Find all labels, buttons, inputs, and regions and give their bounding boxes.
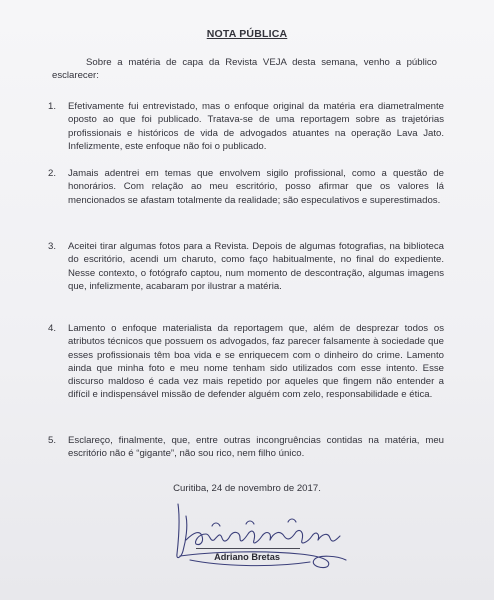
handwritten-signature-icon bbox=[150, 496, 360, 576]
list-item bbox=[48, 167, 444, 207]
item-number: 3. bbox=[48, 241, 57, 252]
item-text: Esclareço, finalmente, que, entre outras incongruências contidas na matéria, meu escritório não é “gigante”, não sou rico, nem filho único. bbox=[68, 435, 444, 460]
item-number: 2. bbox=[48, 168, 57, 179]
item-number: 1. bbox=[48, 101, 57, 112]
item-number: 5. bbox=[48, 435, 57, 446]
list-item bbox=[48, 100, 444, 153]
place-date: Curitiba, 24 de novembro de 2017. bbox=[173, 483, 321, 494]
item-number: 4. bbox=[48, 323, 57, 334]
list-item bbox=[48, 434, 444, 461]
item-text: Lamento o enfoque materialista da reportagem que, além de desprezar todos os atributos técnicos que possuem os advogados, faz parecer falsamente à sociedade que esses profissionais têm boa vida e se enriquecem com o dinheiro do crime. Lamento ainda que minha foto e meu nome tenham sido utilizados com esse intento. Esse discurso maldoso é cada vez mais repetido por aqueles que fingem não entender a difícil e indispensável missão de defender alguém com zelo, responsabilidade e ética. bbox=[68, 323, 444, 401]
item-text: Aceitei tirar algumas fotos para a Revista. Depois de algumas fotografias, na biblioteca do escritório, acendi um charuto, como faço habitualmente, no final do expediente. Nesse contexto, o fotógrafo captou, num momento de descontração, algumas imagens que, infelizmente, acabaram por ilustrar a matéria. bbox=[68, 241, 444, 292]
signer-name: Adriano Bretas bbox=[214, 552, 280, 562]
item-text: Jamais adentrei em temas que envolvem sigilo profissional, como a questão de honorários. Com relação ao meu escritório, posso afirmar que os valores lá mencionados se afastam totalmente da realidade; são especulativos e superestimados. bbox=[68, 168, 444, 206]
list-item bbox=[48, 322, 444, 402]
signature-line bbox=[196, 548, 300, 549]
list-item bbox=[48, 240, 444, 293]
item-text: Efetivamente fui entrevistado, mas o enfoque original da matéria era diametralmente oposto ao que foi publicado. Tratava-se de uma reportagem sobre as trajetórias profissionais e históricos de vida de advogados atuantes na operação Lava Jato. Infelizmente, este enfoque não foi o publicado. bbox=[68, 101, 444, 152]
document-title: NOTA PÚBLICA bbox=[206, 28, 288, 40]
intro-paragraph: Sobre a matéria de capa da Revista VEJA desta semana, venho a público esclarecer: bbox=[52, 57, 437, 81]
